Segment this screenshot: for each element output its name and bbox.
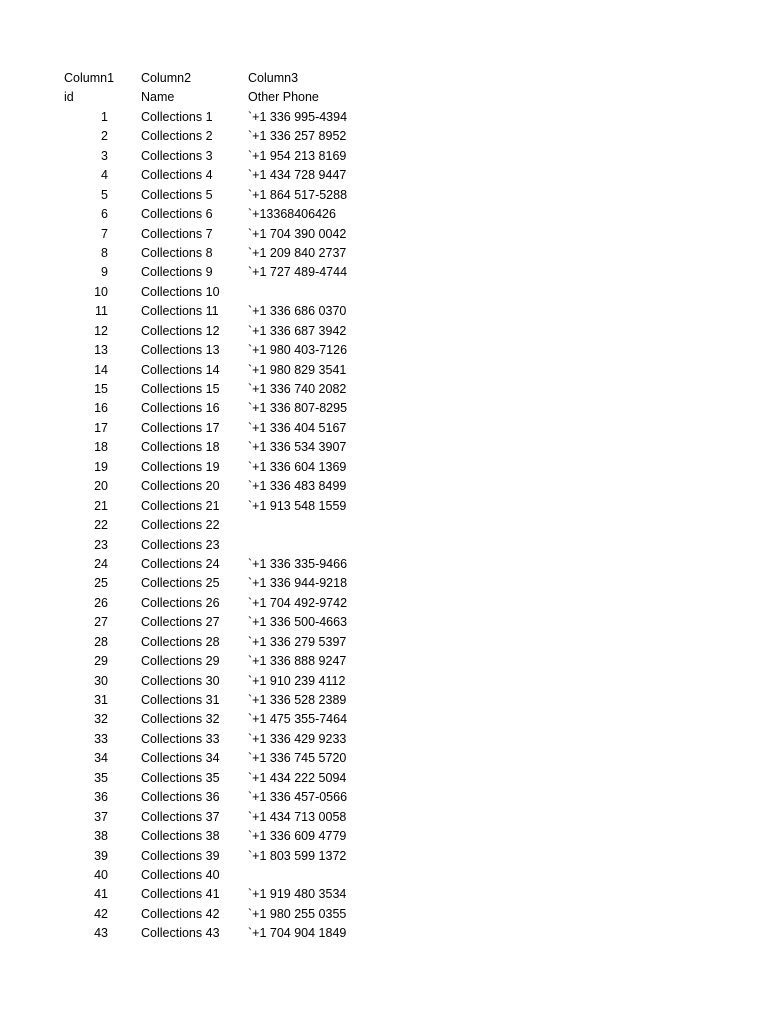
other-phone-cell: `+1 434 222 5094 [248,770,347,785]
name-cell: Collections 23 [141,537,220,552]
name-cell: Collections 31 [141,693,220,707]
id-cell: 35 [94,770,108,785]
id-cell: 18 [94,440,108,455]
other-phone-cell: `+1 704 390 0042 [248,226,347,241]
id-field-label: id [64,90,74,105]
id-cell: 20 [94,479,108,494]
id-cell: 5 [101,187,108,202]
name-cell: Collections 32 [141,712,220,727]
id-cell: 38 [94,829,108,844]
other-phone-cell: `+1 919 480 3534 [248,887,347,902]
name-cell: Collections 7 [141,226,213,241]
name-cell: Collections 21 [141,498,220,513]
id-cell: 16 [94,401,108,416]
id-cell: 43 [94,926,108,941]
name-cell: Collections 30 [141,673,220,688]
name-cell: Collections 29 [141,654,220,669]
id-cell: 41 [94,887,108,902]
other-phone-cell: `+1 336 483 8499 [248,479,347,494]
name-cell: Collections 12 [141,323,220,338]
id-cell: 29 [94,654,108,669]
other-phone-cell: `+1 704 492-9742 [248,595,348,610]
other-phone-cell: `+1 209 840 2737 [248,245,347,260]
other-phone-cell: `+1 910 239 4112 [248,673,346,688]
name-cell: Collections 4 [141,168,213,183]
other-phone-cell: `+1 803 599 1372 [248,848,347,863]
id-cell: 1 [101,109,108,124]
name-cell: Collections 24 [141,556,220,571]
name-cell: Collections 15 [141,382,220,396]
other-phone-cell: `+1 336 457-0566 [248,790,348,805]
id-cell: 4 [101,168,108,183]
name-cell: Collections 42 [141,906,220,921]
other-phone-cell: `+1 980 403-7126 [248,343,348,358]
id-cell: 8 [101,245,108,260]
id-cell: 42 [94,906,108,921]
name-cell: Collections 8 [141,245,213,260]
id-cell: 21 [94,498,108,513]
id-cell: 30 [94,673,108,688]
name-cell: Collections 26 [141,595,220,610]
other-phone-cell: `+1 980 255 0355 [248,906,347,921]
id-cell: 17 [94,420,108,435]
name-cell: Collections 34 [141,751,220,766]
other-phone-cell: `+1 980 829 3541 [248,362,347,377]
name-cell: Collections 22 [141,518,220,533]
id-cell: 33 [94,731,108,746]
other-phone-cell: `+1 336 429 9233 [248,731,347,746]
other-phone-cell: `+1 434 713 0058 [248,809,347,824]
id-cell: 24 [94,556,108,571]
id-cell: 26 [94,595,108,610]
id-cell: 25 [94,576,108,591]
name-cell: Collections 41 [141,887,220,902]
id-cell: 11 [95,304,108,319]
name-field-label: Name [141,90,175,105]
name-cell: Collections 14 [141,362,220,377]
id-cell: 13 [94,343,108,358]
column2-header: Column2 [141,71,192,85]
other-phone-cell: `+1 336 500-4663 [248,615,348,630]
name-cell: Collections 6 [141,207,213,222]
other-phone-cell: `+1 336 528 2389 [248,693,347,707]
id-cell: 36 [94,790,108,805]
other-phone-cell: `+1 336 609 4779 [248,829,347,844]
name-cell: Collections 37 [141,809,220,824]
id-cell: 10 [94,284,108,299]
name-cell: Collections 33 [141,731,220,746]
name-cell: Collections 35 [141,770,220,785]
id-cell: 9 [101,265,108,280]
name-cell: Collections 13 [141,343,220,358]
other-phone-cell: `+1 336 995-4394 [248,109,348,124]
other-phone-cell: `+1 336 740 2082 [248,382,347,396]
name-cell: Collections 19 [141,459,220,474]
id-cell: 19 [94,459,108,474]
name-cell: Collections 9 [141,265,213,280]
id-cell: 39 [94,848,108,863]
id-cell: 40 [94,867,108,882]
other-phone-cell: `+1 336 745 5720 [248,751,347,766]
name-cell: Collections 3 [141,148,213,163]
other-phone-cell: `+1 336 257 8952 [248,129,347,144]
name-cell: Collections 38 [141,829,220,844]
other-phone-cell: `+1 864 517-5288 [248,187,348,202]
id-cell: 7 [101,226,108,241]
name-cell: Collections 25 [141,576,220,591]
column1-header: Column1 [64,71,115,85]
name-cell: Collections 18 [141,440,220,455]
name-cell: Collections 40 [141,867,220,882]
column3-header: Column3 [248,71,299,85]
name-cell: Collections 43 [141,926,220,941]
other-phone-cell: `+1 336 335-9466 [248,556,348,571]
name-cell: Collections 28 [141,634,220,649]
name-cell: Collections 39 [141,848,220,863]
id-cell: 3 [101,148,108,163]
other-phone-cell: `+1 336 888 9247 [248,654,347,669]
name-cell: Collections 1 [141,109,213,124]
other-phone-cell: `+1 475 355-7464 [248,712,348,727]
other-phone-cell: `+1 704 904 1849 [248,926,347,941]
other-phone-cell: `+1 336 604 1369 [248,459,347,474]
id-cell: 23 [94,537,108,552]
id-cell: 27 [94,615,108,630]
name-cell: Collections 11 [141,304,219,319]
name-cell: Collections 17 [141,420,220,435]
other-phone-cell: `+1 336 687 3942 [248,323,347,338]
id-cell: 12 [94,323,108,338]
id-cell: 34 [94,751,108,766]
id-cell: 28 [94,634,108,649]
other-phone-cell: `+1 336 686 0370 [248,304,347,319]
id-cell: 32 [94,712,108,727]
id-cell: 15 [94,382,108,396]
other-phone-cell: `+1 336 279 5397 [248,634,347,649]
other-phone-cell: `+1 727 489-4744 [248,265,348,280]
id-cell: 6 [101,207,108,222]
other-phone-cell: `+1 336 534 3907 [248,440,347,455]
other-phone-cell: `+1 336 807-8295 [248,401,348,416]
id-cell: 37 [94,809,108,824]
name-cell: Collections 36 [141,790,220,805]
other-phone-cell: `+1 954 213 8169 [248,148,347,163]
other-phone-field-label: Other Phone [248,90,319,105]
id-cell: 22 [94,518,108,533]
id-cell: 2 [101,129,108,144]
other-phone-cell: `+1 336 404 5167 [248,420,347,435]
other-phone-cell: `+1 336 944-9218 [248,576,348,591]
name-cell: Collections 20 [141,479,220,494]
id-cell: 14 [94,362,108,377]
other-phone-cell: `+1 913 548 1559 [248,498,347,513]
name-cell: Collections 27 [141,615,220,630]
name-cell: Collections 5 [141,187,213,202]
other-phone-cell: `+1 434 728 9447 [248,168,347,183]
name-cell: Collections 10 [141,284,220,299]
name-cell: Collections 16 [141,401,220,416]
id-cell: 31 [94,693,108,707]
name-cell: Collections 2 [141,129,213,144]
other-phone-cell: `+13368406426 [248,207,336,222]
